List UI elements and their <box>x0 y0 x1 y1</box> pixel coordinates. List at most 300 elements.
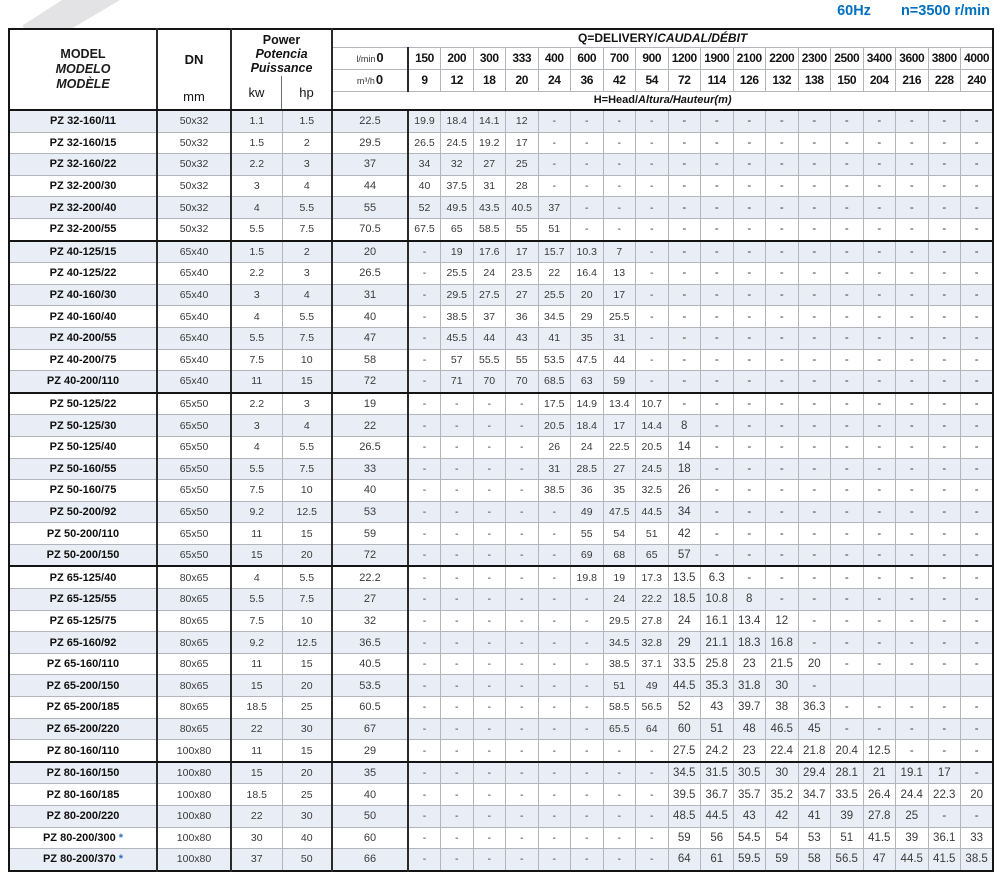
head-value-cell: - <box>928 501 961 523</box>
hp-cell: 50 <box>282 849 332 871</box>
head-value-cell: - <box>408 327 441 349</box>
head-value-cell: 16.1 <box>701 610 734 632</box>
hp-cell: 4 <box>282 415 332 437</box>
head-value-cell: - <box>538 501 571 523</box>
head-value-cell: - <box>831 241 864 263</box>
head-value-cell: 40 <box>408 175 441 197</box>
kw-cell: 1.5 <box>231 132 282 154</box>
head-value-cell: - <box>831 327 864 349</box>
power-label-fr: Puissance <box>250 61 313 75</box>
head-value-cell: - <box>961 436 994 458</box>
head-value-cell: - <box>571 610 604 632</box>
head-value-cell: - <box>733 218 766 240</box>
head-value-cell: 12 <box>766 610 799 632</box>
head-value-cell: - <box>798 371 831 393</box>
head-value-cell: 68.5 <box>538 371 571 393</box>
model-cell: PZ 80-200/370 * <box>9 849 157 871</box>
head-value-cell: - <box>766 415 799 437</box>
model-label-es: MODELO <box>55 62 111 76</box>
head-value-cell: - <box>798 306 831 328</box>
head-value-cell: 41.5 <box>928 849 961 871</box>
head-value-cell: 45 <box>798 718 831 740</box>
kw-cell: 5.5 <box>231 327 282 349</box>
head-value-cell: - <box>701 263 734 285</box>
head-value-cell: 34.5 <box>538 306 571 328</box>
head-value-cell: - <box>408 740 441 762</box>
table-row <box>9 610 993 632</box>
table-row <box>9 154 993 176</box>
head-value-cell: - <box>603 827 636 849</box>
flow-lmin-value: 2500 <box>831 47 864 69</box>
kw-cell: 2.2 <box>231 393 282 415</box>
head-value-cell: - <box>701 415 734 437</box>
head-value-cell: - <box>863 110 896 132</box>
head-value-cell: - <box>831 501 864 523</box>
head-value-cell: 24 <box>473 263 506 285</box>
head-value-cell: - <box>441 827 474 849</box>
head-value-cell: 27 <box>473 154 506 176</box>
head-value-cell: 30.5 <box>733 762 766 784</box>
head-value-cell: 29.5 <box>441 284 474 306</box>
head-value-cell: - <box>506 675 539 697</box>
head-value-cell: - <box>798 458 831 480</box>
head-value-cell: - <box>798 175 831 197</box>
head-value-cell: 59 <box>668 827 701 849</box>
head-value-cell: - <box>928 806 961 828</box>
head-value-cell: 49.5 <box>441 197 474 219</box>
head-value-cell: - <box>701 132 734 154</box>
head-value-cell: - <box>733 154 766 176</box>
head-value-cell: 20.4 <box>831 740 864 762</box>
head-value-cell: - <box>928 371 961 393</box>
head-value-cell: 67.5 <box>408 218 441 240</box>
head-value-cell: - <box>668 110 701 132</box>
head-value-cell: - <box>798 589 831 611</box>
head-value-cell: 22.2 <box>332 566 408 588</box>
head-value-cell: - <box>928 154 961 176</box>
head-value-cell: - <box>506 566 539 588</box>
head-value-cell: - <box>863 653 896 675</box>
dn-cell: 80x65 <box>157 697 231 719</box>
dn-cell: 65x40 <box>157 284 231 306</box>
head-value-cell: - <box>441 632 474 654</box>
head-value-cell: 45.5 <box>441 327 474 349</box>
head-value-cell: - <box>863 436 896 458</box>
head-value-cell: 27 <box>603 458 636 480</box>
head-value-cell: - <box>928 523 961 545</box>
head-value-cell: - <box>766 544 799 566</box>
head-value-cell: 31.8 <box>733 675 766 697</box>
dn-cell: 65x50 <box>157 436 231 458</box>
dn-cell: 65x50 <box>157 415 231 437</box>
model-cell: PZ 80-160/150 <box>9 762 157 784</box>
head-value-cell: - <box>571 589 604 611</box>
head-value-cell: 72 <box>332 371 408 393</box>
head-value-cell: - <box>961 154 994 176</box>
head-value-cell: 24.2 <box>701 740 734 762</box>
hp-cell: 30 <box>282 718 332 740</box>
head-value-cell: - <box>441 436 474 458</box>
flow-lmin-value: 1200 <box>668 47 701 69</box>
hp-cell: 3 <box>282 154 332 176</box>
head-value-cell: - <box>473 589 506 611</box>
head-value-cell: - <box>863 718 896 740</box>
flow-lmin-value: 600 <box>571 47 604 69</box>
delivery-title-en: Q=DELIVERY/ <box>578 31 658 46</box>
head-value-cell: 10.3 <box>571 241 604 263</box>
flow-m3h-value: 228 <box>928 69 961 91</box>
head-value-cell: - <box>473 480 506 502</box>
head-value-cell: - <box>798 544 831 566</box>
head-value-cell: 55 <box>571 523 604 545</box>
head-value-cell: - <box>928 218 961 240</box>
head-value-cell: - <box>961 566 994 588</box>
hp-cell: 40 <box>282 827 332 849</box>
head-value-cell: - <box>928 610 961 632</box>
head-value-cell: - <box>928 653 961 675</box>
head-value-cell: - <box>408 849 441 871</box>
kw-cell: 4 <box>231 566 282 588</box>
kw-cell: 5.5 <box>231 458 282 480</box>
hp-cell: 10 <box>282 610 332 632</box>
head-value-cell: 48 <box>733 718 766 740</box>
head-value-cell: 69 <box>571 544 604 566</box>
head-value-cell: - <box>473 762 506 784</box>
head-value-cell: 29.5 <box>603 610 636 632</box>
head-value-cell: 51 <box>636 523 669 545</box>
head-value-cell: - <box>603 806 636 828</box>
head-value-cell: 27.5 <box>473 284 506 306</box>
head-value-cell: - <box>863 349 896 371</box>
head-value-cell: - <box>571 740 604 762</box>
head-value-cell: - <box>441 415 474 437</box>
head-value-cell: - <box>473 718 506 740</box>
head-value-cell: - <box>961 327 994 349</box>
head-value-cell: - <box>441 740 474 762</box>
table-row <box>9 544 993 566</box>
head-value-cell: 28 <box>506 175 539 197</box>
hp-cell: 7.5 <box>282 218 332 240</box>
head-value-cell: - <box>668 284 701 306</box>
dn-cell: 80x65 <box>157 610 231 632</box>
head-value-cell: - <box>571 718 604 740</box>
head-value-cell: - <box>961 306 994 328</box>
head-value-cell: - <box>408 675 441 697</box>
dn-cell: 65x50 <box>157 544 231 566</box>
head-value-cell: - <box>603 154 636 176</box>
model-cell: PZ 80-200/300 * <box>9 827 157 849</box>
head-value-cell: - <box>733 263 766 285</box>
head-value-cell: 36.3 <box>798 697 831 719</box>
head-value-cell: - <box>733 284 766 306</box>
table-row <box>9 110 993 132</box>
flow-lmin-value: 2100 <box>733 47 766 69</box>
head-value-cell: - <box>473 610 506 632</box>
power-column-header <box>231 29 332 110</box>
head-value-cell: 27 <box>332 589 408 611</box>
flow-m3h-value: 240 <box>961 69 994 91</box>
head-value-cell: 25 <box>896 806 929 828</box>
head-value-cell: - <box>506 697 539 719</box>
head-value-cell: - <box>896 523 929 545</box>
m3h-unit-label: m³/h <box>356 76 375 86</box>
head-value-cell: 40 <box>332 784 408 806</box>
head-value-cell: - <box>636 132 669 154</box>
head-value-cell: - <box>733 197 766 219</box>
hp-cell: 10 <box>282 349 332 371</box>
head-value-cell: 25.5 <box>603 306 636 328</box>
head-value-cell: - <box>831 218 864 240</box>
head-value-cell: 31.5 <box>701 762 734 784</box>
head-value-cell: 38 <box>766 697 799 719</box>
head-value-cell: - <box>538 154 571 176</box>
head-value-cell: - <box>408 306 441 328</box>
head-value-cell: - <box>863 415 896 437</box>
head-value-cell: 70 <box>506 371 539 393</box>
head-value-cell: 22 <box>332 415 408 437</box>
head-value-cell: 65 <box>636 544 669 566</box>
model-cell: PZ 50-125/30 <box>9 415 157 437</box>
head-value-cell: - <box>636 349 669 371</box>
head-value-cell: 67 <box>332 718 408 740</box>
head-value-cell: - <box>538 589 571 611</box>
head-value-cell: 58.5 <box>473 218 506 240</box>
head-value-cell: - <box>896 589 929 611</box>
head-value-cell: - <box>408 241 441 263</box>
head-value-cell: 34 <box>408 154 441 176</box>
head-value-cell: - <box>928 458 961 480</box>
head-value-cell: 31 <box>473 175 506 197</box>
delivery-title <box>332 29 993 47</box>
head-value-cell: - <box>668 349 701 371</box>
head-value-cell: - <box>571 784 604 806</box>
table-row <box>9 718 993 740</box>
dn-cell: 65x40 <box>157 349 231 371</box>
model-cell: PZ 40-160/30 <box>9 284 157 306</box>
head-value-cell: - <box>798 675 831 697</box>
head-value-cell: - <box>961 740 994 762</box>
head-value-cell: 37.1 <box>636 653 669 675</box>
flow-lmin-value: 900 <box>636 47 669 69</box>
head-value-cell: - <box>441 697 474 719</box>
head-value-cell: - <box>538 653 571 675</box>
head-value-cell: - <box>831 718 864 740</box>
head-value-cell: - <box>766 589 799 611</box>
head-value-cell: - <box>831 480 864 502</box>
head-value-cell: - <box>896 480 929 502</box>
dn-cell: 65x50 <box>157 458 231 480</box>
head-value-cell: - <box>538 849 571 871</box>
head-value-cell: 65 <box>441 218 474 240</box>
head-value-cell: 42 <box>766 806 799 828</box>
head-value-cell: 44.5 <box>896 849 929 871</box>
head-value-cell: 59 <box>332 523 408 545</box>
table-row <box>9 306 993 328</box>
head-value-cell: - <box>798 241 831 263</box>
hp-cell: 20 <box>282 544 332 566</box>
head-value-cell: - <box>506 480 539 502</box>
head-value-cell: 31 <box>538 458 571 480</box>
head-value-cell: 53.5 <box>332 675 408 697</box>
dn-cell: 100x80 <box>157 849 231 871</box>
head-value-cell: 42 <box>668 523 701 545</box>
head-value-cell: 32.8 <box>636 632 669 654</box>
head-value-cell: - <box>603 784 636 806</box>
head-value-cell: - <box>408 436 441 458</box>
head-value-cell: - <box>441 566 474 588</box>
model-cell: PZ 40-125/22 <box>9 263 157 285</box>
kw-cell: 18.5 <box>231 784 282 806</box>
head-value-cell: - <box>538 523 571 545</box>
head-value-cell: - <box>928 263 961 285</box>
head-value-cell: 39 <box>831 806 864 828</box>
head-value-cell: - <box>928 393 961 415</box>
head-value-cell: - <box>408 697 441 719</box>
kw-cell: 22 <box>231 718 282 740</box>
head-value-cell: 51 <box>538 218 571 240</box>
head-value-cell: 16.4 <box>571 263 604 285</box>
model-cell: PZ 32-200/40 <box>9 197 157 219</box>
hp-cell: 4 <box>282 284 332 306</box>
head-value-cell: - <box>831 632 864 654</box>
head-value-cell: - <box>701 306 734 328</box>
head-value-cell: - <box>896 718 929 740</box>
hp-cell: 3 <box>282 393 332 415</box>
head-value-cell: - <box>603 762 636 784</box>
head-value-cell: - <box>896 610 929 632</box>
kw-cell: 4 <box>231 306 282 328</box>
head-value-cell: - <box>571 849 604 871</box>
dn-cell: 65x40 <box>157 263 231 285</box>
head-value-cell: 21.1 <box>701 632 734 654</box>
head-value-cell: 35.2 <box>766 784 799 806</box>
head-value-cell: - <box>928 436 961 458</box>
head-value-cell: 12 <box>506 110 539 132</box>
kw-cell: 11 <box>231 371 282 393</box>
head-value-cell: - <box>961 415 994 437</box>
head-value-cell: 25.8 <box>701 653 734 675</box>
kw-cell: 3 <box>231 415 282 437</box>
head-value-cell: - <box>831 436 864 458</box>
head-value-cell: - <box>863 544 896 566</box>
head-value-cell: - <box>766 501 799 523</box>
head-value-cell: 60 <box>668 718 701 740</box>
head-value-cell: - <box>961 263 994 285</box>
head-value-cell: 58 <box>332 349 408 371</box>
head-value-cell: - <box>408 566 441 588</box>
model-cell: PZ 50-200/150 <box>9 544 157 566</box>
head-value-cell: 36.5 <box>332 632 408 654</box>
table-row <box>9 740 993 762</box>
head-value-cell: - <box>571 762 604 784</box>
head-value-cell: - <box>636 327 669 349</box>
head-value-cell: 38.5 <box>603 653 636 675</box>
head-value-cell: - <box>733 501 766 523</box>
head-value-cell: 29.5 <box>332 132 408 154</box>
head-value-cell: - <box>538 740 571 762</box>
head-value-cell: 43 <box>701 697 734 719</box>
head-value-cell: 33.5 <box>831 784 864 806</box>
head-value-cell: - <box>863 610 896 632</box>
flow-m3h-value: 12 <box>441 69 474 91</box>
dn-cell: 65x50 <box>157 523 231 545</box>
head-value-cell: - <box>831 175 864 197</box>
head-value-cell: - <box>863 306 896 328</box>
head-value-cell: 37 <box>473 306 506 328</box>
head-value-cell: - <box>506 544 539 566</box>
head-value-cell: 52 <box>408 197 441 219</box>
head-value-cell: - <box>603 849 636 871</box>
hp-cell: 2 <box>282 241 332 263</box>
head-value-cell: - <box>408 393 441 415</box>
flow-m3h-value: 9 <box>408 69 441 91</box>
head-value-cell: 41 <box>798 806 831 828</box>
head-value-cell: - <box>603 740 636 762</box>
head-value-cell: - <box>538 718 571 740</box>
head-value-cell: - <box>506 523 539 545</box>
head-value-cell: - <box>733 436 766 458</box>
head-value-cell: - <box>831 349 864 371</box>
hp-cell: 25 <box>282 784 332 806</box>
head-value-cell: - <box>473 784 506 806</box>
head-value-cell: 48.5 <box>668 806 701 828</box>
head-value-cell: - <box>701 110 734 132</box>
head-value-cell: - <box>408 827 441 849</box>
head-value-cell: - <box>928 718 961 740</box>
hp-cell: 15 <box>282 653 332 675</box>
head-value-cell: 43 <box>733 806 766 828</box>
head-value-cell: - <box>441 523 474 545</box>
hp-cell: 5.5 <box>282 566 332 588</box>
dn-cell: 50x32 <box>157 132 231 154</box>
head-value-cell: - <box>636 154 669 176</box>
head-value-cell: - <box>506 610 539 632</box>
head-value-cell: 20 <box>961 784 994 806</box>
head-value-cell: - <box>636 371 669 393</box>
head-value-cell: - <box>961 110 994 132</box>
head-value-cell: 34.5 <box>668 762 701 784</box>
head-value-cell: 65.5 <box>603 718 636 740</box>
head-value-cell: - <box>733 458 766 480</box>
head-value-cell: 44 <box>603 349 636 371</box>
head-value-cell: - <box>766 371 799 393</box>
table-row <box>9 632 993 654</box>
head-value-cell: 13.4 <box>733 610 766 632</box>
table-row <box>9 523 993 545</box>
head-value-cell: - <box>961 544 994 566</box>
head-value-cell: 47.5 <box>603 501 636 523</box>
head-value-cell: 40.5 <box>332 653 408 675</box>
flow-m3h-value: 18 <box>473 69 506 91</box>
model-cell: PZ 32-160/11 <box>9 110 157 132</box>
head-value-cell: - <box>473 436 506 458</box>
head-value-cell: 24 <box>571 436 604 458</box>
head-value-cell: - <box>928 349 961 371</box>
dn-cell: 100x80 <box>157 806 231 828</box>
table-row <box>9 458 993 480</box>
dn-cell: 65x40 <box>157 327 231 349</box>
head-value-cell: 63 <box>571 371 604 393</box>
kw-cell: 9.2 <box>231 501 282 523</box>
head-value-cell: - <box>766 241 799 263</box>
head-value-cell: - <box>571 653 604 675</box>
head-value-cell: 17 <box>506 241 539 263</box>
head-value-cell: - <box>571 175 604 197</box>
head-value-cell: 34.5 <box>603 632 636 654</box>
head-value-cell: 24.5 <box>441 132 474 154</box>
head-value-cell: 44.5 <box>701 806 734 828</box>
hp-cell: 7.5 <box>282 589 332 611</box>
